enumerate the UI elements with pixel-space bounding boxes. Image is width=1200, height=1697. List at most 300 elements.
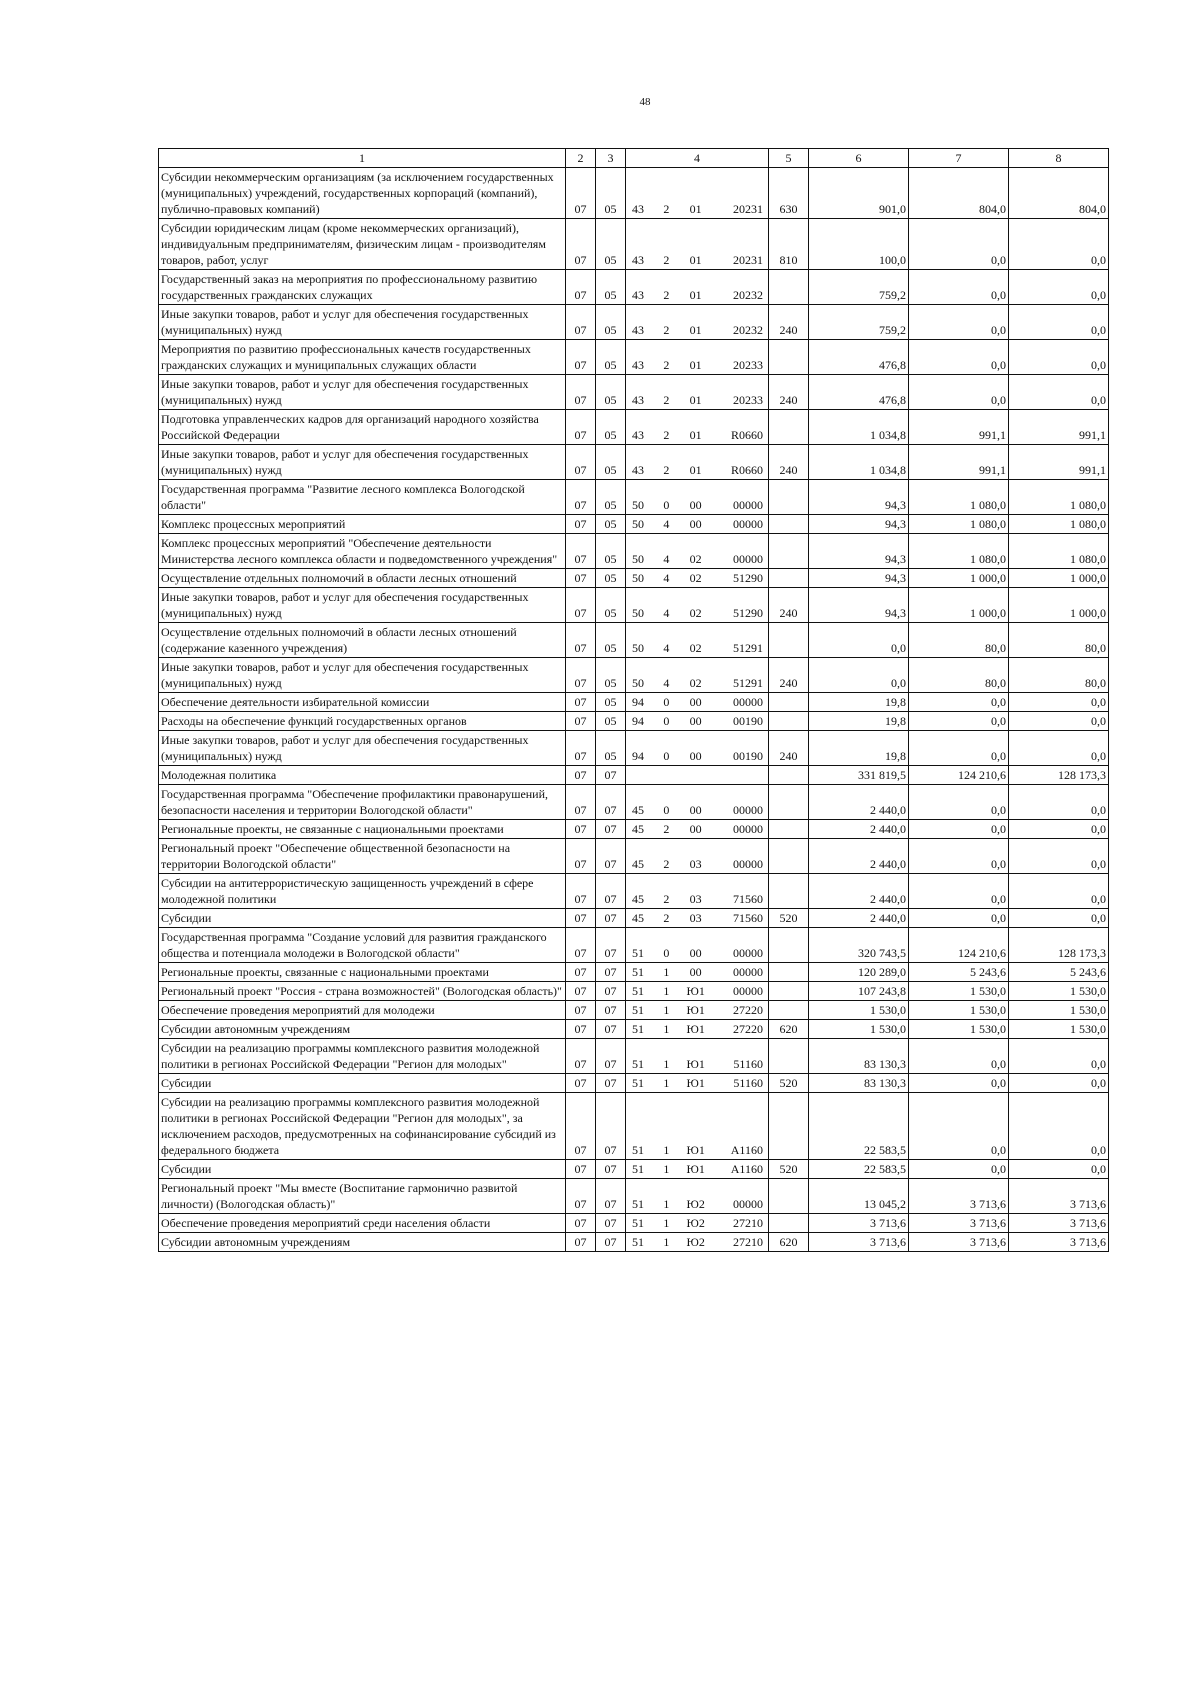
target-article-code [626, 712, 769, 731]
project-code: 00 [689, 498, 702, 512]
table-row [159, 1039, 1109, 1074]
amount-col8: 0,0 [1009, 839, 1109, 874]
amount-col8: 1 000,0 [1009, 588, 1109, 623]
table-row [159, 515, 1109, 534]
project-code: 01 [689, 428, 702, 442]
expense-type-code [769, 928, 809, 963]
header-cell: 1 [159, 149, 566, 168]
project-code: 00 [689, 749, 702, 763]
subsection-code: 05 [596, 515, 626, 534]
section-code: 07 [566, 785, 596, 820]
project-code: 00 [689, 517, 702, 531]
section-code: 07 [566, 1233, 596, 1252]
amount-col8: 804,0 [1009, 168, 1109, 219]
section-code: 07 [566, 928, 596, 963]
expense-type-code [769, 534, 809, 569]
subprogram-code: 2 [663, 288, 670, 302]
table-row [159, 766, 1109, 785]
subsection-code: 05 [596, 375, 626, 410]
target-article-code [626, 1001, 769, 1020]
direction-code: 00000 [732, 822, 763, 836]
table-body [159, 168, 1109, 1252]
subsection-code: 07 [596, 874, 626, 909]
amount-col8: 0,0 [1009, 1074, 1109, 1093]
header-cell: 3 [596, 149, 626, 168]
project-code: Ю1 [686, 984, 705, 998]
program-code: 51 [632, 965, 644, 979]
amount-col7: 991,1 [909, 410, 1009, 445]
section-code: 07 [566, 982, 596, 1001]
subsection-code: 05 [596, 588, 626, 623]
target-article-code [626, 963, 769, 982]
section-code: 07 [566, 839, 596, 874]
program-code: 51 [632, 1197, 644, 1211]
section-code: 07 [566, 1179, 596, 1214]
amount-col6: 759,2 [809, 270, 909, 305]
header-cell: 7 [909, 149, 1009, 168]
amount-col7: 3 713,6 [909, 1214, 1009, 1233]
expense-name: Региональные проекты, связанные с национальными проектами [159, 963, 566, 982]
program-code: 50 [632, 552, 644, 566]
section-code: 07 [566, 168, 596, 219]
section-code: 07 [566, 1074, 596, 1093]
amount-col6: 1 034,8 [809, 410, 909, 445]
amount-col6: 2 440,0 [809, 820, 909, 839]
amount-col6: 1 530,0 [809, 1020, 909, 1039]
project-code: 02 [689, 552, 702, 566]
subsection-code: 07 [596, 766, 626, 785]
target-article-code [626, 480, 769, 515]
project-code: 02 [689, 676, 702, 690]
amount-col7: 0,0 [909, 712, 1009, 731]
amount-col6: 320 743,5 [809, 928, 909, 963]
section-code: 07 [566, 623, 596, 658]
subprogram-code: 2 [663, 822, 670, 836]
section-code: 07 [566, 731, 596, 766]
header-cell: 8 [1009, 149, 1109, 168]
section-code: 07 [566, 410, 596, 445]
section-code: 07 [566, 712, 596, 731]
expense-name: Субсидии [159, 909, 566, 928]
target-article-code [626, 375, 769, 410]
table-row [159, 270, 1109, 305]
expense-type-code [769, 820, 809, 839]
amount-col6: 13 045,2 [809, 1179, 909, 1214]
amount-col7: 0,0 [909, 874, 1009, 909]
target-article-code [626, 658, 769, 693]
amount-col8: 1 080,0 [1009, 480, 1109, 515]
direction-code: 00000 [732, 857, 763, 871]
expense-name: Государственная программа "Создание условий для развития гражданского общества и потенциала молодежи в Вологодской области" [159, 928, 566, 963]
program-code: 43 [632, 463, 644, 477]
subsection-code: 05 [596, 731, 626, 766]
table-row [159, 410, 1109, 445]
target-article-code [626, 785, 769, 820]
subsection-code: 05 [596, 168, 626, 219]
subprogram-code: 2 [663, 253, 670, 267]
amount-col6: 3 713,6 [809, 1233, 909, 1252]
expense-name: Комплекс процессных мероприятий [159, 515, 566, 534]
section-code: 07 [566, 445, 596, 480]
expense-type-code [769, 693, 809, 712]
amount-col8: 80,0 [1009, 623, 1109, 658]
direction-code: 00190 [732, 714, 763, 728]
amount-col8: 0,0 [1009, 909, 1109, 928]
direction-code: 27220 [732, 1003, 763, 1017]
project-code: 01 [689, 393, 702, 407]
direction-code: 71560 [732, 911, 763, 925]
amount-col8: 80,0 [1009, 658, 1109, 693]
amount-col6: 94,3 [809, 480, 909, 515]
subprogram-code: 4 [663, 571, 670, 585]
direction-code: 00000 [732, 498, 763, 512]
direction-code: 00000 [732, 984, 763, 998]
target-article-code [626, 1233, 769, 1252]
expense-name: Региональный проект "Мы вместе (Воспитание гармонично развитой личности) (Вологодская область)" [159, 1179, 566, 1214]
amount-col7: 0,0 [909, 785, 1009, 820]
table-row [159, 1001, 1109, 1020]
subsection-code: 05 [596, 340, 626, 375]
project-code: 01 [689, 202, 702, 216]
subsection-code: 07 [596, 1179, 626, 1214]
amount-col6: 2 440,0 [809, 909, 909, 928]
expense-name: Подготовка управленческих кадров для организаций народного хозяйства Российской Федерации [159, 410, 566, 445]
expense-name: Региональные проекты, не связанные с национальными проектами [159, 820, 566, 839]
expense-name: Субсидии некоммерческим организациям (за исключением государственных (муниципальных) учреждений, государственных корпораций (компаний), публично-правовых компаний) [159, 168, 566, 219]
project-code: 03 [689, 857, 702, 871]
table-row [159, 340, 1109, 375]
subsection-code: 05 [596, 534, 626, 569]
subprogram-code: 1 [663, 1216, 670, 1230]
direction-code: 00000 [732, 695, 763, 709]
expense-name: Иные закупки товаров, работ и услуг для обеспечения государственных (муниципальных) нужд [159, 588, 566, 623]
expense-type-code [769, 982, 809, 1001]
table-row [159, 712, 1109, 731]
subsection-code: 05 [596, 410, 626, 445]
target-article-code [626, 909, 769, 928]
table-row [159, 658, 1109, 693]
amount-col7: 0,0 [909, 1160, 1009, 1179]
program-code: 51 [632, 1057, 644, 1071]
amount-col7: 80,0 [909, 658, 1009, 693]
section-code: 07 [566, 534, 596, 569]
table-row [159, 1179, 1109, 1214]
amount-col8: 0,0 [1009, 712, 1109, 731]
expense-type-code [769, 963, 809, 982]
amount-col6: 901,0 [809, 168, 909, 219]
subsection-code: 07 [596, 1001, 626, 1020]
program-code: 51 [632, 946, 644, 960]
project-code: 01 [689, 358, 702, 372]
expense-name: Субсидии на антитеррористическую защищенность учреждений в сфере молодежной политики [159, 874, 566, 909]
amount-col8: 128 173,3 [1009, 766, 1109, 785]
target-article-code [626, 515, 769, 534]
direction-code: 27220 [732, 1022, 763, 1036]
program-code: 50 [632, 606, 644, 620]
project-code: Ю2 [686, 1216, 705, 1230]
amount-col7: 1 530,0 [909, 982, 1009, 1001]
table-row [159, 693, 1109, 712]
project-code: Ю1 [686, 1057, 705, 1071]
amount-col8: 0,0 [1009, 340, 1109, 375]
subsection-code: 05 [596, 270, 626, 305]
amount-col6: 94,3 [809, 515, 909, 534]
amount-col6: 2 440,0 [809, 874, 909, 909]
program-code: 94 [632, 695, 644, 709]
expense-name: Обеспечение проведения мероприятий для молодежи [159, 1001, 566, 1020]
subsection-code: 05 [596, 445, 626, 480]
amount-col8: 0,0 [1009, 731, 1109, 766]
program-code: 50 [632, 498, 644, 512]
target-article-code [626, 588, 769, 623]
expense-type-code [769, 480, 809, 515]
subsection-code: 07 [596, 928, 626, 963]
table-row [159, 909, 1109, 928]
target-article-code [626, 1160, 769, 1179]
expense-name: Иные закупки товаров, работ и услуг для обеспечения государственных (муниципальных) нужд [159, 658, 566, 693]
table-row [159, 534, 1109, 569]
project-code: 00 [689, 695, 702, 709]
project-code: 01 [689, 323, 702, 337]
section-code: 07 [566, 219, 596, 270]
direction-code: 00000 [732, 803, 763, 817]
subsection-code: 05 [596, 219, 626, 270]
program-code: 43 [632, 358, 644, 372]
header-cell: 5 [769, 149, 809, 168]
program-code: 51 [632, 1216, 644, 1230]
project-code: 02 [689, 641, 702, 655]
direction-code: 51291 [732, 676, 763, 690]
amount-col6: 100,0 [809, 219, 909, 270]
program-code: 50 [632, 517, 644, 531]
program-code: 51 [632, 1076, 644, 1090]
program-code: 51 [632, 1022, 644, 1036]
program-code: 51 [632, 984, 644, 998]
budget-table [158, 148, 1109, 1252]
expense-type-code [769, 785, 809, 820]
subsection-code: 07 [596, 1233, 626, 1252]
project-code: 00 [689, 822, 702, 836]
program-code: 50 [632, 571, 644, 585]
table-row [159, 1233, 1109, 1252]
expense-name: Молодежная политика [159, 766, 566, 785]
amount-col6: 120 289,0 [809, 963, 909, 982]
expense-name: Осуществление отдельных полномочий в области лесных отношений (содержание казенного учреждения) [159, 623, 566, 658]
expense-name: Иные закупки товаров, работ и услуг для обеспечения государственных (муниципальных) нужд [159, 731, 566, 766]
subsection-code: 07 [596, 785, 626, 820]
expense-name: Осуществление отдельных полномочий в области лесных отношений [159, 569, 566, 588]
direction-code: 00000 [732, 1197, 763, 1211]
subprogram-code: 0 [663, 749, 670, 763]
subsection-code: 07 [596, 982, 626, 1001]
amount-col7: 0,0 [909, 375, 1009, 410]
amount-col6: 19,8 [809, 693, 909, 712]
subprogram-code: 0 [663, 498, 670, 512]
direction-code: 20231 [732, 202, 763, 216]
direction-code: 00190 [732, 749, 763, 763]
table-row [159, 820, 1109, 839]
project-code: 02 [689, 571, 702, 585]
amount-col7: 1 080,0 [909, 480, 1009, 515]
section-code: 07 [566, 820, 596, 839]
expense-type-code [769, 410, 809, 445]
section-code: 07 [566, 693, 596, 712]
program-code: 45 [632, 803, 644, 817]
table-row [159, 1093, 1109, 1160]
expense-type-code [769, 1214, 809, 1233]
project-code: 00 [689, 714, 702, 728]
amount-col8: 1 080,0 [1009, 515, 1109, 534]
program-code: 43 [632, 393, 644, 407]
project-code: Ю2 [686, 1197, 705, 1211]
amount-col8: 991,1 [1009, 410, 1109, 445]
program-code: 51 [632, 1235, 644, 1249]
direction-code: 51291 [732, 641, 763, 655]
target-article-code [626, 693, 769, 712]
subsection-code: 07 [596, 820, 626, 839]
target-article-code [626, 1020, 769, 1039]
project-code: 03 [689, 892, 702, 906]
amount-col8: 0,0 [1009, 874, 1109, 909]
program-code: 45 [632, 822, 644, 836]
amount-col7: 124 210,6 [909, 928, 1009, 963]
subprogram-code: 2 [663, 892, 670, 906]
table-row [159, 445, 1109, 480]
header-cell: 2 [566, 149, 596, 168]
expense-type-code: 520 [769, 1160, 809, 1179]
expense-name: Иные закупки товаров, работ и услуг для обеспечения государственных (муниципальных) нужд [159, 305, 566, 340]
expense-name: Субсидии автономным учреждениям [159, 1020, 566, 1039]
program-code: 45 [632, 911, 644, 925]
table-row [159, 588, 1109, 623]
amount-col7: 804,0 [909, 168, 1009, 219]
table-row [159, 1160, 1109, 1179]
direction-code: A1160 [730, 1162, 763, 1176]
subsection-code: 07 [596, 1214, 626, 1233]
amount-col6: 83 130,3 [809, 1039, 909, 1074]
target-article-code [626, 928, 769, 963]
expense-type-code [769, 1001, 809, 1020]
expense-type-code: 520 [769, 1074, 809, 1093]
amount-col7: 1 000,0 [909, 569, 1009, 588]
expense-type-code [769, 515, 809, 534]
table-row [159, 1214, 1109, 1233]
table-row [159, 839, 1109, 874]
target-article-code [626, 1074, 769, 1093]
subprogram-code: 1 [663, 1057, 670, 1071]
section-code: 07 [566, 569, 596, 588]
subprogram-code: 2 [663, 463, 670, 477]
amount-col8: 0,0 [1009, 1160, 1109, 1179]
amount-col6: 107 243,8 [809, 982, 909, 1001]
amount-col7: 0,0 [909, 1039, 1009, 1074]
section-code: 07 [566, 1039, 596, 1074]
program-code: 43 [632, 428, 644, 442]
table-row [159, 731, 1109, 766]
subprogram-code: 1 [663, 984, 670, 998]
expense-type-code [769, 270, 809, 305]
subsection-code: 07 [596, 1093, 626, 1160]
project-code: 02 [689, 606, 702, 620]
subprogram-code: 1 [663, 1197, 670, 1211]
amount-col8: 3 713,6 [1009, 1179, 1109, 1214]
table-row [159, 375, 1109, 410]
amount-col8: 0,0 [1009, 820, 1109, 839]
program-code: 94 [632, 749, 644, 763]
amount-col7: 0,0 [909, 693, 1009, 712]
target-article-code [626, 839, 769, 874]
program-code: 94 [632, 714, 644, 728]
amount-col7: 124 210,6 [909, 766, 1009, 785]
table-row [159, 874, 1109, 909]
project-code: Ю1 [686, 1003, 705, 1017]
amount-col8: 1 080,0 [1009, 534, 1109, 569]
direction-code: 20233 [732, 393, 763, 407]
project-code: 00 [689, 803, 702, 817]
amount-col6: 22 583,5 [809, 1093, 909, 1160]
subprogram-code: 0 [663, 695, 670, 709]
expense-type-code [769, 1179, 809, 1214]
table-row [159, 168, 1109, 219]
expense-name: Государственная программа "Обеспечение профилактики правонарушений, безопасности населения и территории Вологодской области" [159, 785, 566, 820]
amount-col7: 0,0 [909, 909, 1009, 928]
subprogram-code: 1 [663, 1235, 670, 1249]
subsection-code: 07 [596, 1160, 626, 1179]
amount-col7: 0,0 [909, 839, 1009, 874]
expense-name: Субсидии на реализацию программы комплексного развития молодежной политики в регионах Российской Федерации "Регион для молодых", за исключением расходов, предусмотренных на софинансирование субсидий из федерального бюджета [159, 1093, 566, 1160]
project-code: 03 [689, 911, 702, 925]
target-article-code [626, 1214, 769, 1233]
subprogram-code: 0 [663, 946, 670, 960]
amount-col8: 0,0 [1009, 1039, 1109, 1074]
amount-col8: 5 243,6 [1009, 963, 1109, 982]
target-article-code [626, 731, 769, 766]
section-code: 07 [566, 305, 596, 340]
amount-col6: 19,8 [809, 731, 909, 766]
direction-code: R0660 [730, 463, 763, 477]
amount-col7: 0,0 [909, 820, 1009, 839]
amount-col7: 1 530,0 [909, 1020, 1009, 1039]
amount-col7: 1 530,0 [909, 1001, 1009, 1020]
expense-type-code [769, 766, 809, 785]
table-row [159, 1020, 1109, 1039]
subprogram-code: 2 [663, 911, 670, 925]
target-article-code [626, 623, 769, 658]
section-code: 07 [566, 1001, 596, 1020]
amount-col6: 94,3 [809, 588, 909, 623]
amount-col8: 0,0 [1009, 305, 1109, 340]
amount-col7: 0,0 [909, 1093, 1009, 1160]
amount-col8: 1 530,0 [1009, 1020, 1109, 1039]
expense-type-code [769, 839, 809, 874]
amount-col6: 22 583,5 [809, 1160, 909, 1179]
section-code: 07 [566, 766, 596, 785]
amount-col8: 1 530,0 [1009, 982, 1109, 1001]
subprogram-code: 0 [663, 803, 670, 817]
direction-code: 00000 [732, 946, 763, 960]
expense-type-code: 520 [769, 909, 809, 928]
subsection-code: 05 [596, 480, 626, 515]
subprogram-code: 4 [663, 641, 670, 655]
subsection-code: 07 [596, 1074, 626, 1093]
amount-col6: 2 440,0 [809, 785, 909, 820]
expense-name: Обеспечение проведения мероприятий среди населения области [159, 1214, 566, 1233]
program-code: 51 [632, 1143, 644, 1157]
expense-name: Субсидии юридическим лицам (кроме некоммерческих организаций), индивидуальным предпринимателям, физическим лицам - производителям товаров, работ, услуг [159, 219, 566, 270]
direction-code: 71560 [732, 892, 763, 906]
direction-code: 51160 [733, 1076, 763, 1090]
project-code: 01 [689, 463, 702, 477]
